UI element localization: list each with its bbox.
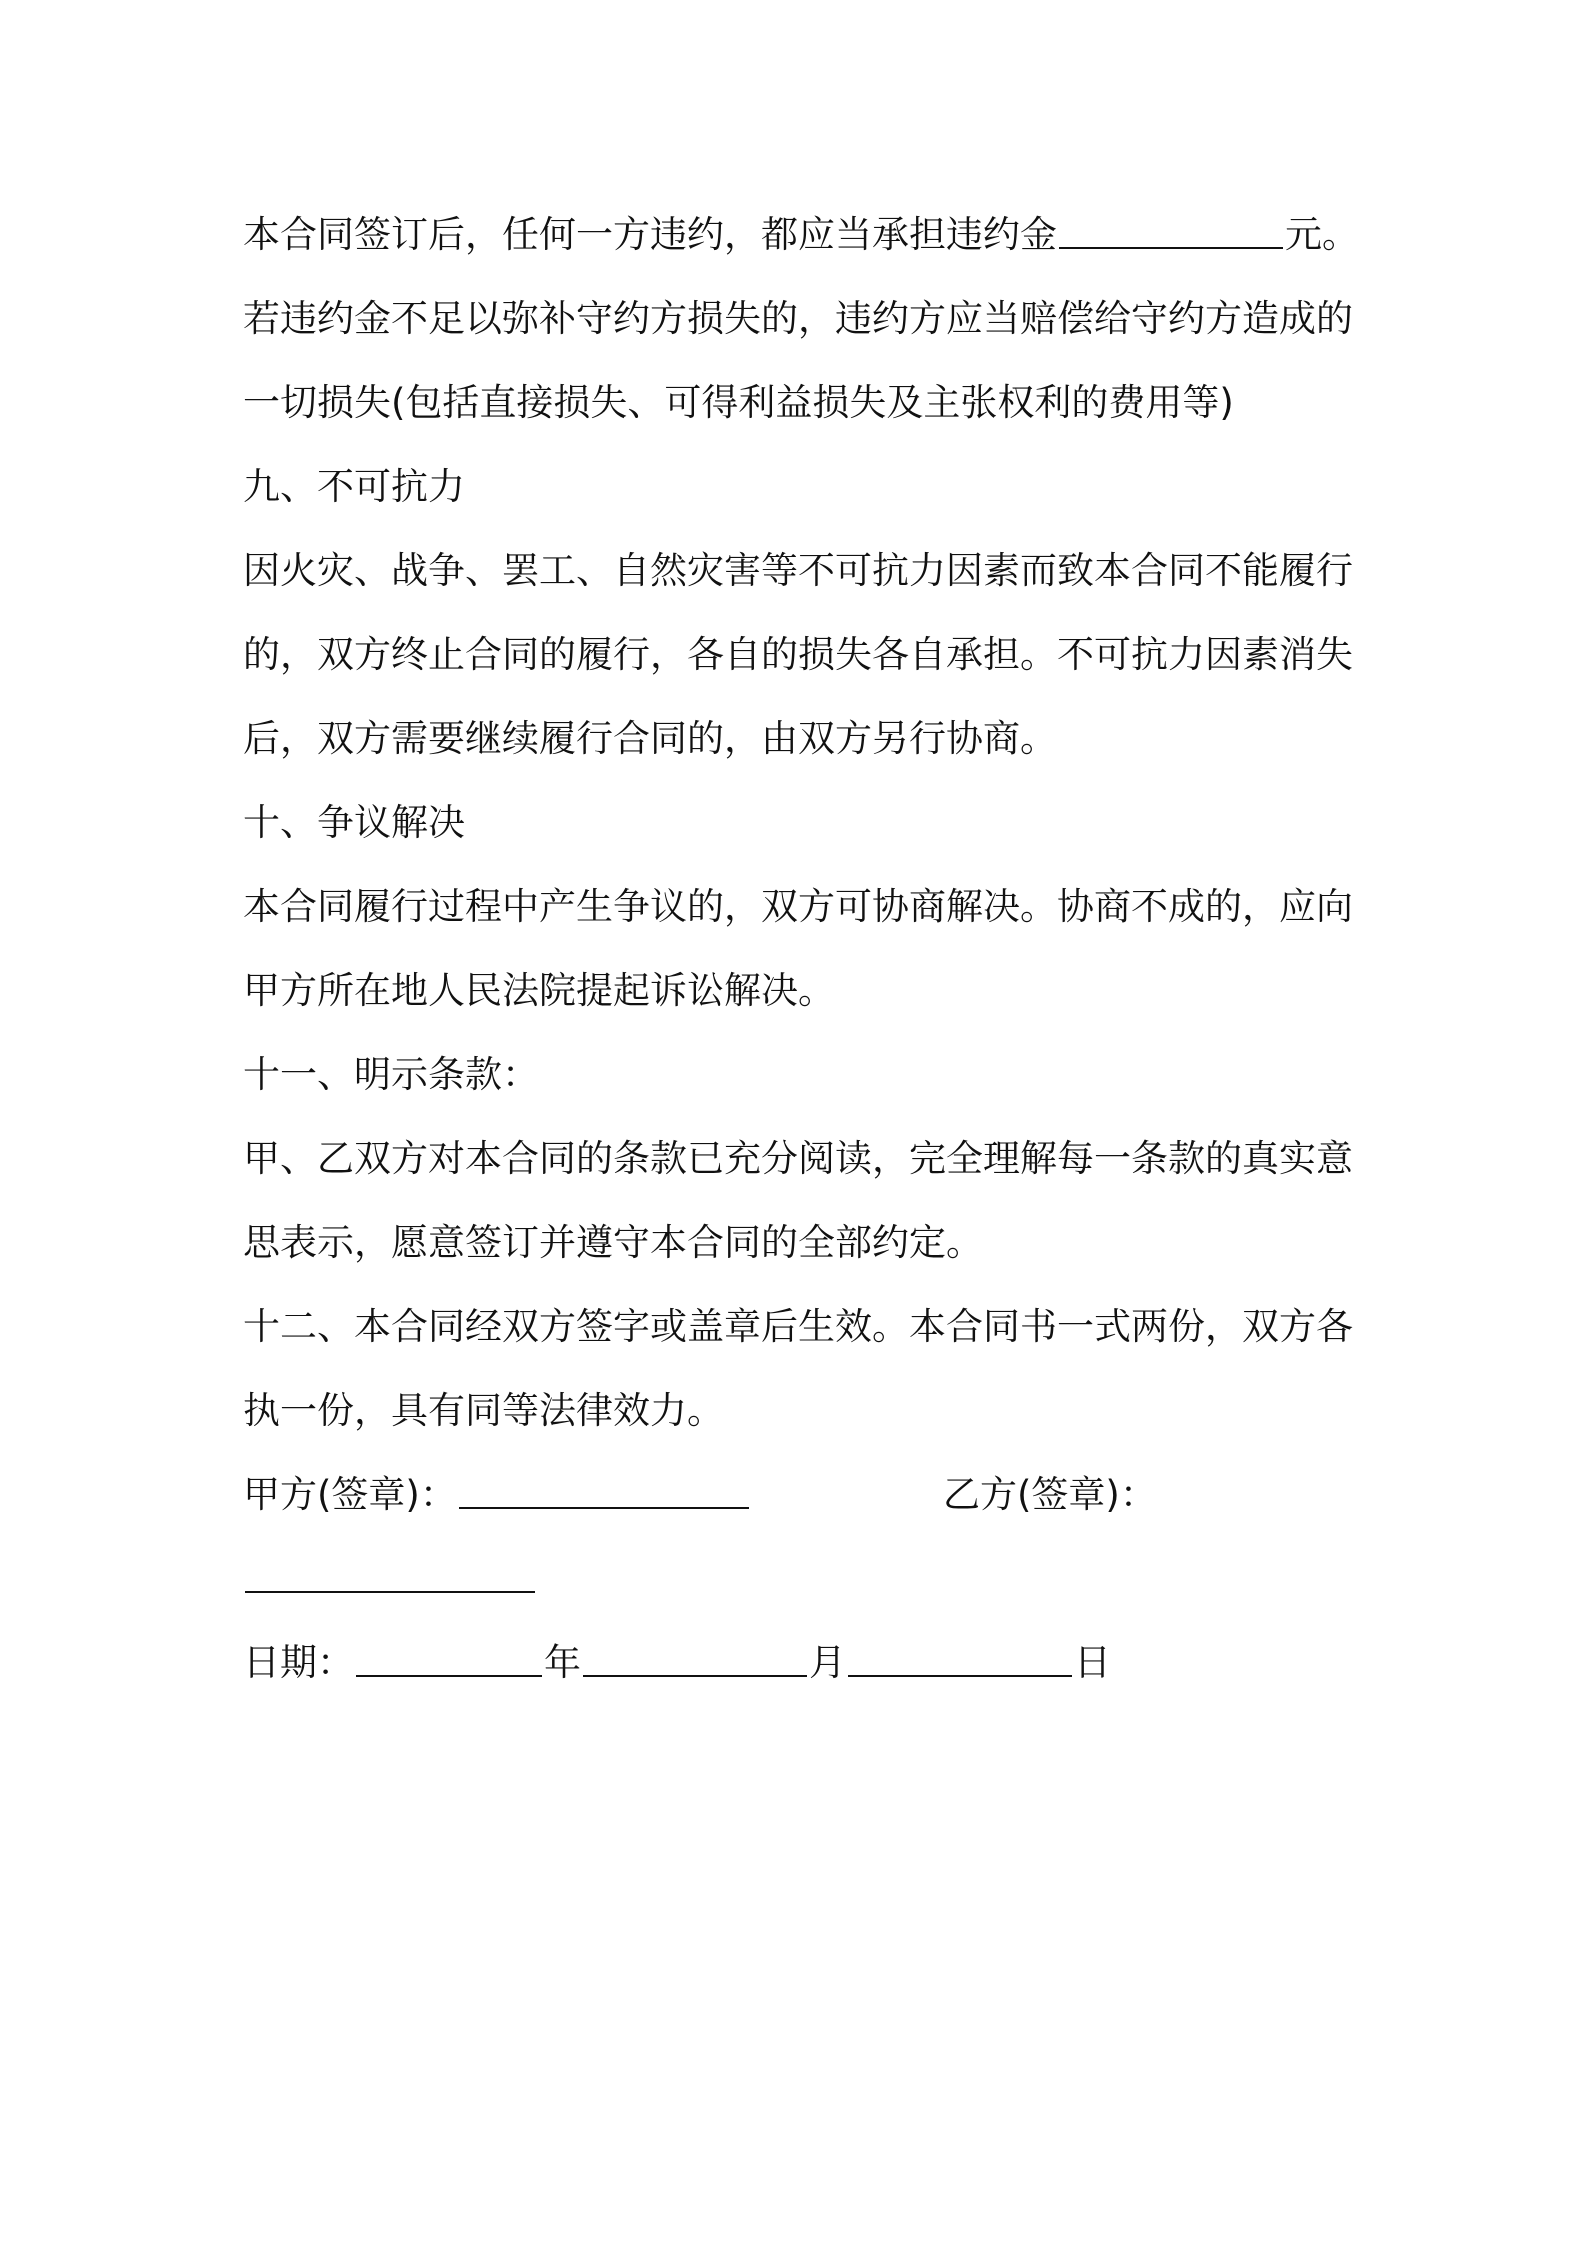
clause11-line2: 思表示，愿意签订并遵守本合同的全部约定。 bbox=[243, 1221, 983, 1264]
clause10-line2: 甲方所在地人民法院提起诉讼解决。 bbox=[243, 969, 835, 1012]
clause11-line1: 甲、乙双方对本合同的条款已充分阅读，完全理解每一条款的真实意 bbox=[243, 1137, 1353, 1180]
clause12-line1: 十二、本合同经双方签字或盖章后生效。本合同书一式两份，双方各 bbox=[243, 1305, 1353, 1348]
clause8-line1-post: 元。 bbox=[1285, 213, 1359, 256]
clause9-heading: 九、不可抗力 bbox=[243, 465, 465, 508]
signature-row bbox=[243, 1453, 1363, 1537]
party-b-signature-row bbox=[243, 1537, 1363, 1621]
clause8-line3: 一切损失(包括直接损失、可得利益损失及主张权利的费用等) bbox=[243, 381, 1234, 424]
clause10-heading: 十、争议解决 bbox=[243, 801, 465, 844]
party-a-signature-blank[interactable] bbox=[459, 1471, 749, 1509]
month-blank[interactable] bbox=[583, 1639, 807, 1677]
party-a-label: 甲方(签章)： bbox=[243, 1473, 457, 1516]
party-b-signature-blank[interactable] bbox=[245, 1555, 535, 1593]
date-label: 日期： bbox=[243, 1641, 354, 1684]
month-label: 月 bbox=[809, 1641, 846, 1684]
day-blank[interactable] bbox=[848, 1639, 1072, 1677]
year-label: 年 bbox=[544, 1641, 581, 1684]
clause8-line1-pre: 本合同签订后，任何一方违约，都应当承担违约金 bbox=[243, 213, 1057, 256]
party-b-label: 乙方(签章)： bbox=[943, 1473, 1157, 1516]
clause11-heading: 十一、明示条款： bbox=[243, 1053, 539, 1096]
day-label: 日 bbox=[1074, 1641, 1111, 1684]
contract-body bbox=[243, 193, 1363, 1705]
penalty-amount-blank[interactable] bbox=[1059, 211, 1283, 249]
clause12-line2: 执一份，具有同等法律效力。 bbox=[243, 1389, 724, 1432]
clause9-line2: 的，双方终止合同的履行，各自的损失各自承担。不可抗力因素消失 bbox=[243, 633, 1353, 676]
clause8-line2: 若违约金不足以弥补守约方损失的，违约方应当赔偿给守约方造成的 bbox=[243, 297, 1353, 340]
clause9-line1: 因火灾、战争、罢工、自然灾害等不可抗力因素而致本合同不能履行 bbox=[243, 549, 1353, 592]
clause8-line1 bbox=[243, 193, 1363, 277]
year-blank[interactable] bbox=[356, 1639, 542, 1677]
clause10-line1: 本合同履行过程中产生争议的，双方可协商解决。协商不成的，应向 bbox=[243, 885, 1353, 928]
date-row bbox=[243, 1621, 1363, 1705]
clause9-line3: 后，双方需要继续履行合同的，由双方另行协商。 bbox=[243, 717, 1057, 760]
